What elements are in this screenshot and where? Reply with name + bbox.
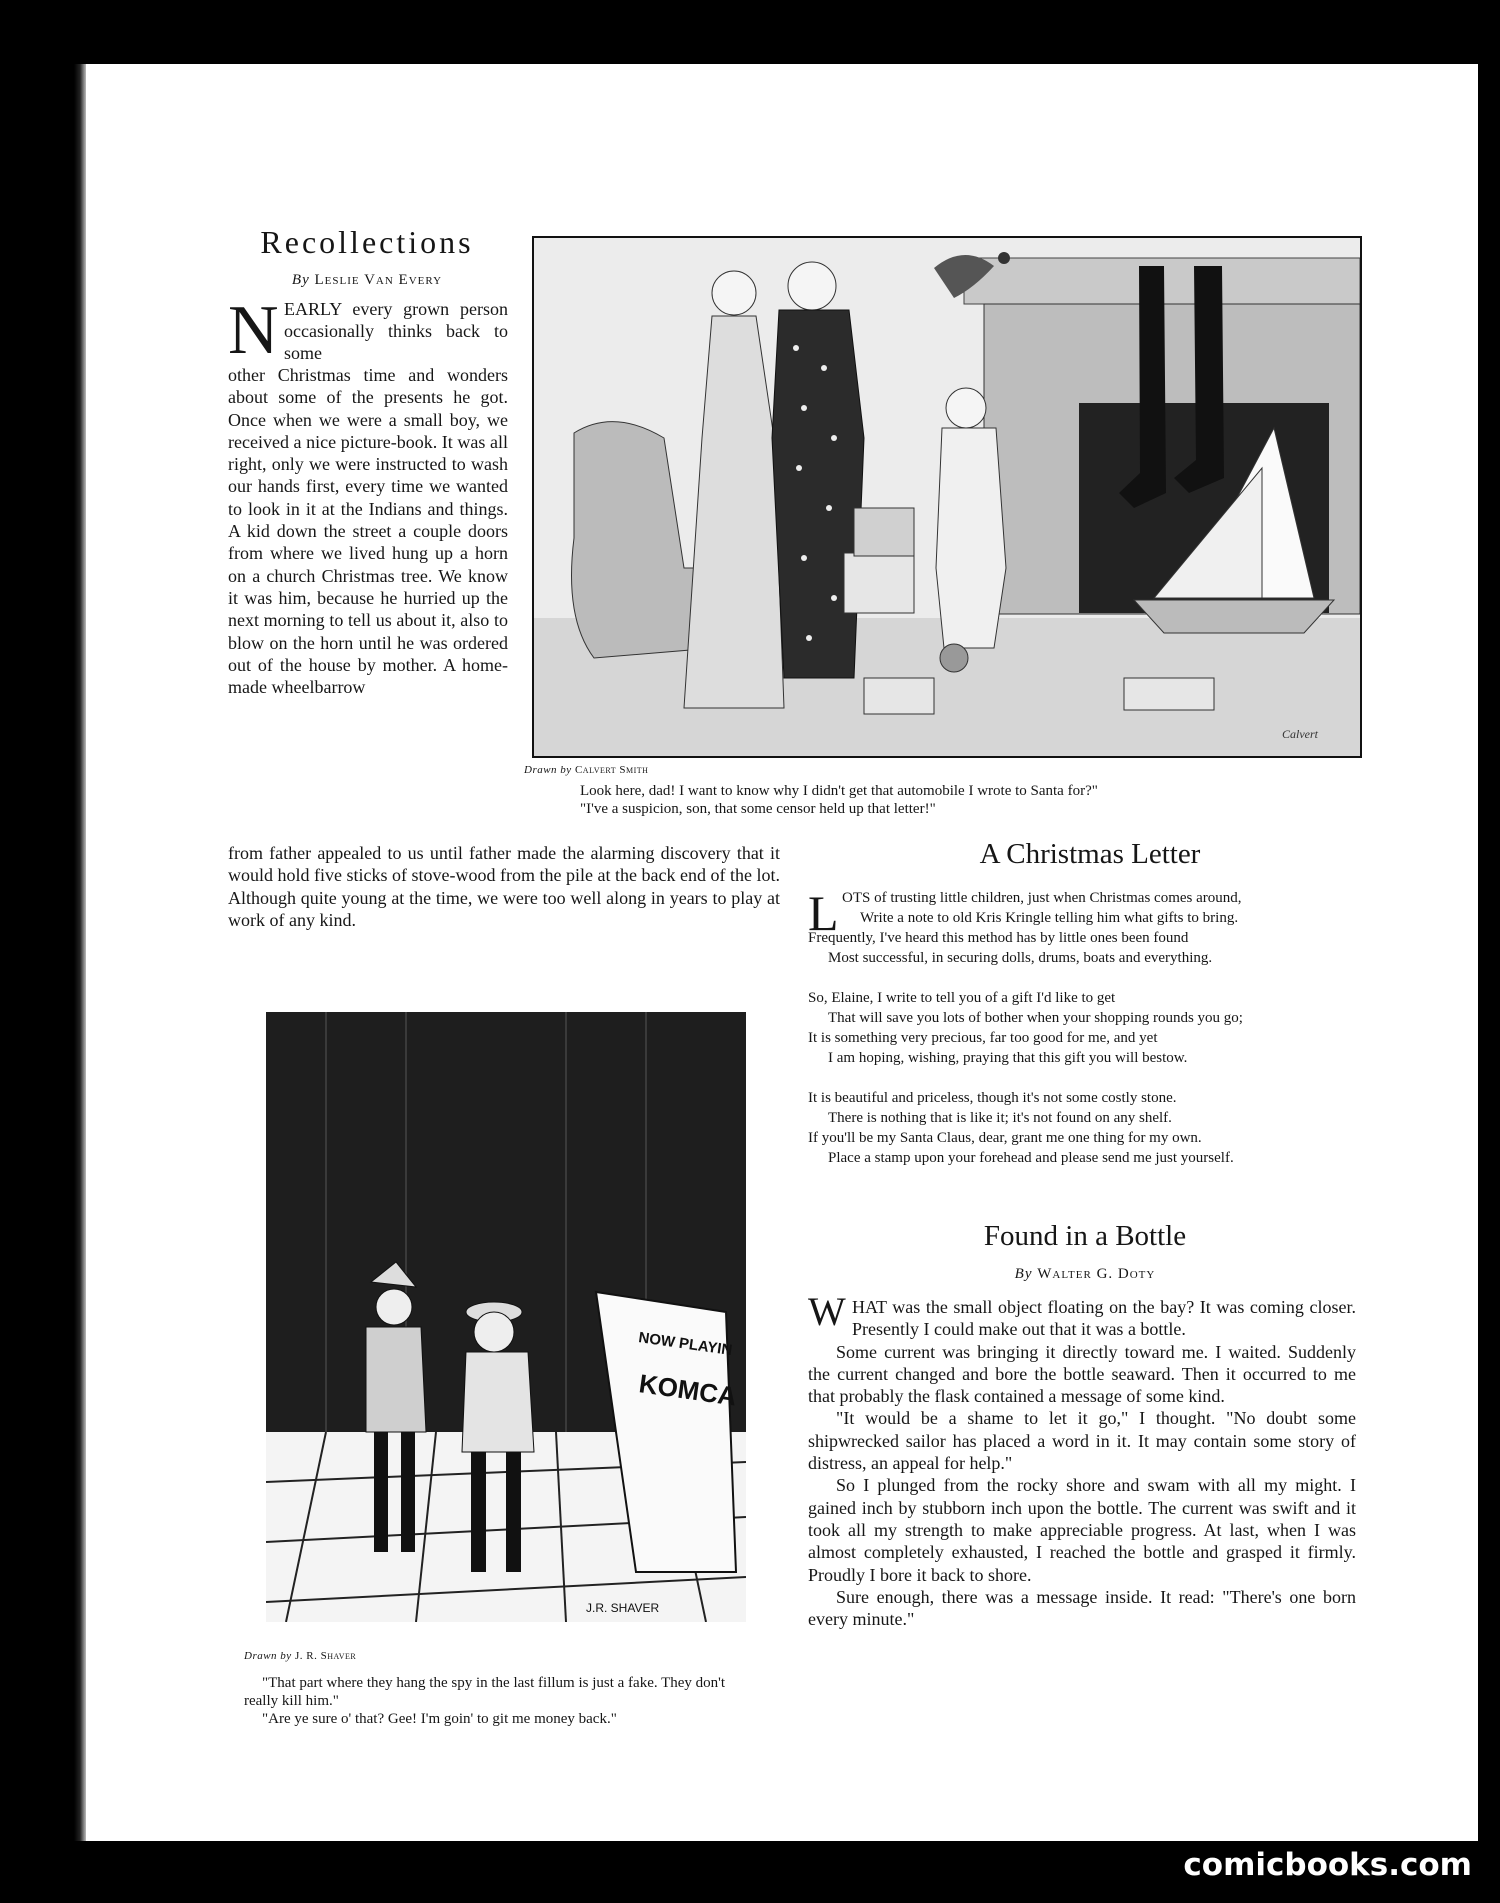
recollections-body: other Christmas time and wonders about some of the presents he got. Once when we were a small boy, we received a nice picture-book. It was all right, only we were instructed to wash our hands first, every time we wanted to look in it at the Indians and things. A kid down the street a couple doors from where we lived hung up a horn on a church Christmas tree. We know it was him, because he hurried up the next morning to tell us about it, also to blow on the horn until he was ordered out of the house by mother. A home-made wheelbarrow (228, 365, 508, 698)
paragraph: So I plunged from the rocky shore and swam with all my might. I gained inch by stubborn inch upon the bottle. The current was swift and it took all my strength to make appreciable progress. At last, when I was almost completely exhausted, I reached the bottle and grasped it firmly. Proudly I bore it back to shore. (808, 1475, 1356, 1585)
poem-line: It is beautiful and priceless, though it's not some costly stone. (808, 1090, 1177, 1106)
recollections-first-lines: EARLY every grown person occasionally thinks back to some (284, 299, 508, 363)
christmas-letter-poem (808, 885, 1368, 1188)
poem-line: That will save you lots of bother when your shopping rounds you go; (828, 1010, 1243, 1026)
christmas-letter-drop-cap: L (808, 885, 839, 941)
poster-bottom-text: KOMCA (637, 1368, 739, 1412)
credit-name: J. R. Shaver (294, 1650, 357, 1662)
illustration1-caption (580, 782, 1340, 818)
byline-prefix: By (291, 272, 310, 288)
paragraph: Sure enough, there was a message inside. It read: "There's one born every minute." (808, 1586, 1356, 1630)
caption-line: "Are ye sure o' that? Gee! I'm goin' to git me money back." (262, 1711, 617, 1727)
poem-stanza (808, 988, 1368, 1068)
theater-boys-drawing (266, 1012, 746, 1622)
found-in-bottle-body (808, 1296, 1356, 1630)
recollections-drop-cap: N (228, 292, 279, 369)
recollections-title: Recollections (260, 224, 474, 260)
poem-stanza (808, 1088, 1368, 1168)
watermark: comicbooks.com (1183, 1847, 1472, 1883)
illustration1-credit (524, 764, 648, 776)
caption-line: "That part where they hang the spy in the last fillum is just a fake. They don't really kill him." (244, 1675, 726, 1709)
found-in-bottle-title: Found in a Bottle (983, 1220, 1187, 1252)
christmas-morning-illustration (532, 236, 1362, 758)
christmas-letter-title: A Christmas Letter (979, 838, 1201, 870)
paragraph: Some current was bringing it directly toward me. I waited. Suddenly the current changed and bore the bottle seaward. Then it occurred to me that probably the flask contained a message of some kind. (808, 1341, 1356, 1407)
credit-name: Calvert Smith (574, 764, 649, 776)
poster-top-text: NOW PLAYIN (637, 1329, 734, 1360)
credit-prefix: Drawn by (524, 764, 572, 776)
poem-stanza (808, 885, 1368, 968)
theater-boys-illustration (266, 1012, 746, 1622)
recollections-body-continued: from father appealed to us until father made the alarming discovery that it would hold five sticks of stove-wood from the pile at the back end of the lot. Although quite young at the time, we were too well along in years to play at work of any kind. (228, 843, 780, 930)
poem-line: So, Elaine, I write to tell you of a gift I'd like to get (808, 990, 1116, 1006)
illustration2-signature: J.R. SHAVER (586, 1601, 660, 1615)
poem-line: OTS of trusting little children, just when Christmas comes around, (842, 890, 1242, 906)
poem-line: Write a note to old Kris Kringle telling him what gifts to bring. (860, 910, 1239, 926)
illustration1-signature: Calvert (1282, 727, 1318, 741)
byline-name: Leslie Van Every (314, 272, 443, 288)
found-in-bottle-byline (820, 1266, 1350, 1283)
poem-line: There is nothing that is like it; it's not found on any shelf. (828, 1110, 1172, 1126)
page-binding-edge (74, 64, 86, 1841)
poem-line: If you'll be my Santa Claus, dear, grant me one thing for my own. (808, 1130, 1202, 1146)
caption-line: Look here, dad! I want to know why I didn't get that automobile I wrote to Santa for?" (580, 783, 1098, 799)
credit-prefix: Drawn by (244, 1650, 292, 1662)
illustration2-caption (244, 1674, 744, 1728)
poem-line: Frequently, I've heard this method has by little ones been found (808, 930, 1189, 946)
paragraph: "It would be a shame to let it go," I thought. "No doubt some shipwrecked sailor has placed a word in it. It may contain some story of distress, an appeal for help." (808, 1408, 1356, 1474)
byline-prefix: By (1014, 1266, 1033, 1282)
caption-line: "I've a suspicion, son, that some censor held up that letter!" (580, 801, 936, 817)
byline-name: Walter G. Doty (1037, 1266, 1156, 1282)
illustration2-credit (244, 1650, 356, 1662)
recollections-byline (228, 272, 506, 289)
paragraph: HAT was the small object floating on the bay? It was coming closer. Presently I could make out that it was a bottle. (852, 1297, 1356, 1340)
found-in-bottle-drop-cap: W (808, 1289, 846, 1334)
poem-line: It is something very precious, far too good for me, and yet (808, 1030, 1158, 1046)
poem-line: I am hoping, wishing, praying that this gift you will bestow. (828, 1050, 1188, 1066)
poem-line: Most successful, in securing dolls, drums, boats and everything. (828, 950, 1213, 966)
poem-line: Place a stamp upon your forehead and please send me just yourself. (828, 1150, 1234, 1166)
christmas-morning-drawing (534, 238, 1360, 756)
